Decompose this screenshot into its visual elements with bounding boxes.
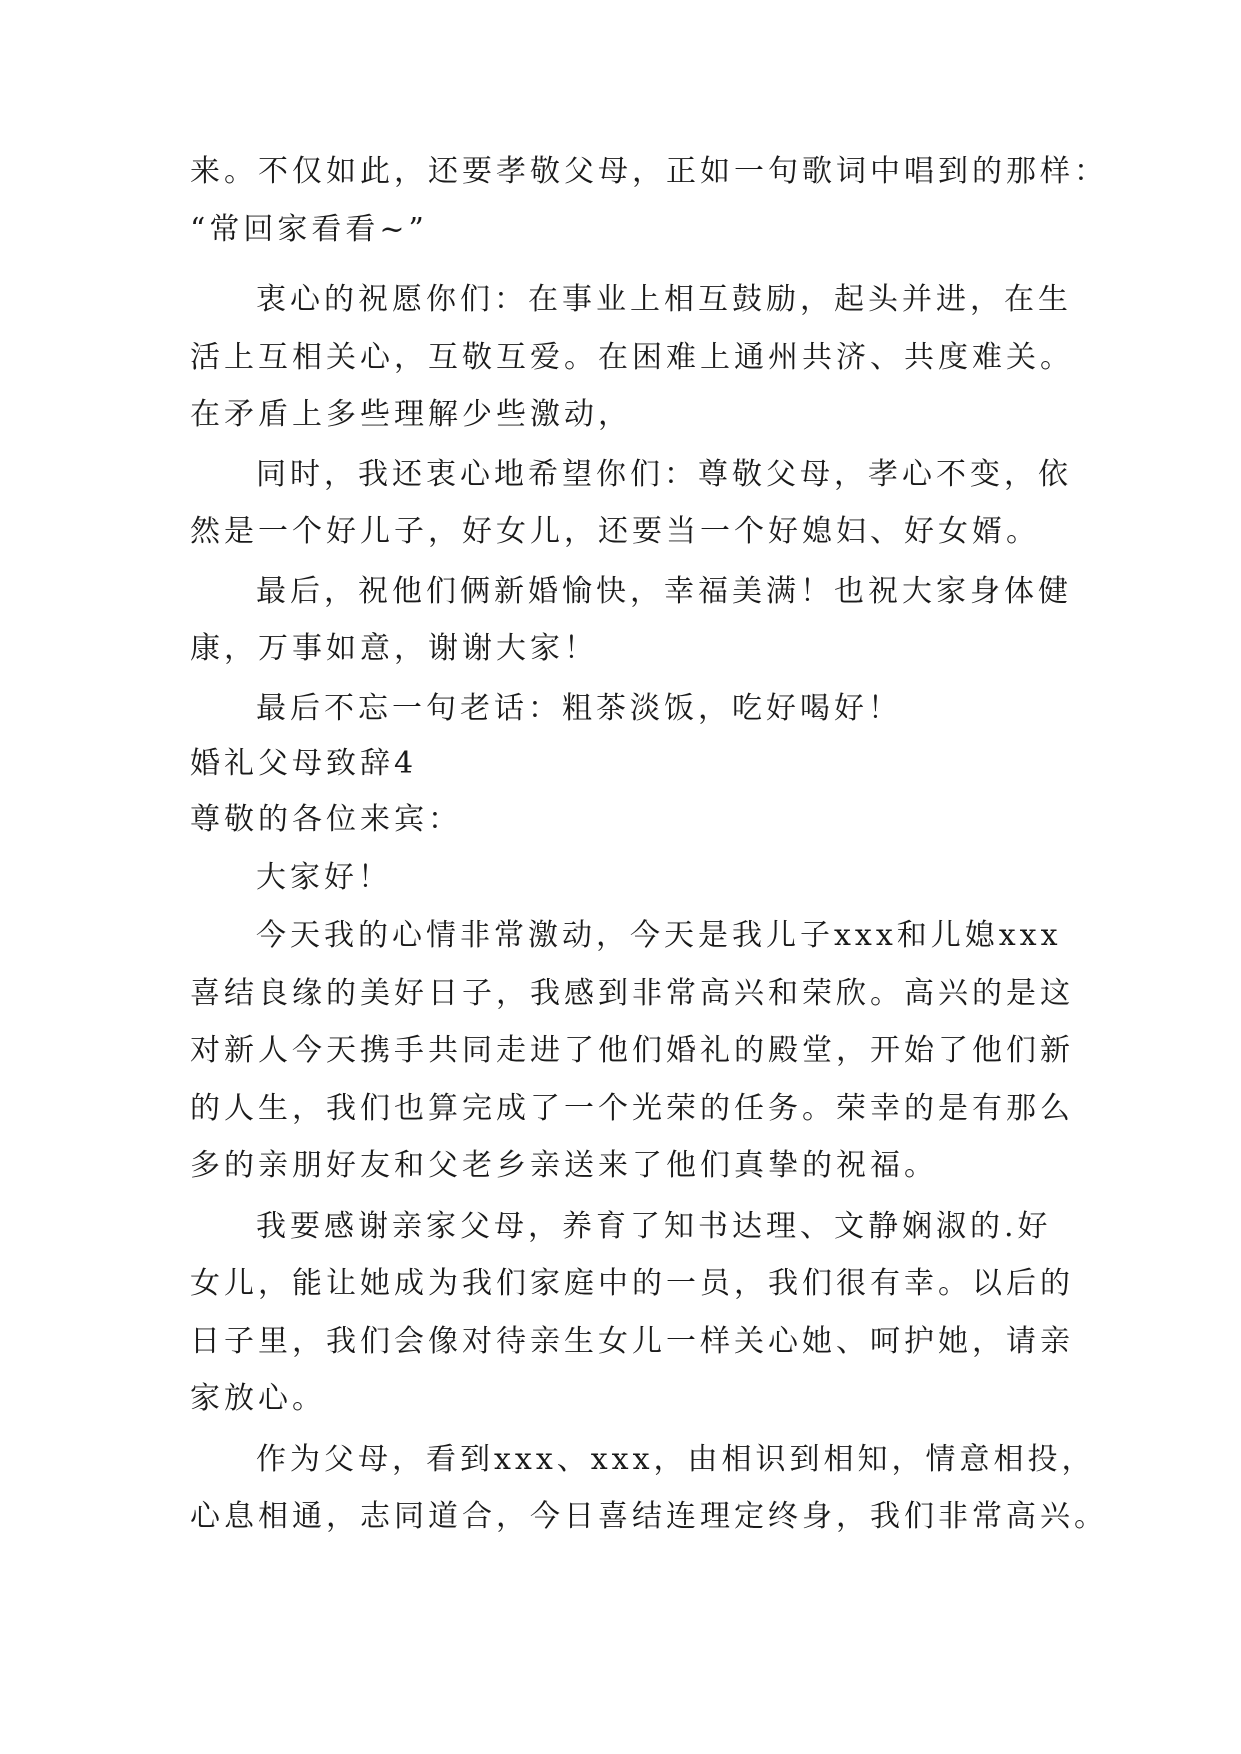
paragraph-start-line: 同时，我还衷心地希望你们：尊敬父母，孝心不变，依: [256, 457, 1072, 492]
greeting-line: 大家好！: [256, 860, 392, 895]
paragraph-start-line: 最后不忘一句老话：粗茶淡饭，吃好喝好！: [256, 691, 902, 726]
text-line: 多的亲朋好友和父老乡亲送来了他们真挚的祝福。: [190, 1148, 938, 1183]
text-line: “常回家看看~”: [190, 212, 428, 247]
paragraph-start-line: 作为父母，看到xxx、xxx，由相识到相知，情意相投，: [256, 1442, 1096, 1477]
text-line: 喜结良缘的美好日子，我感到非常高兴和荣欣。高兴的是这: [190, 976, 1074, 1011]
paragraph-start-line: 衷心的祝愿你们：在事业上相互鼓励，起头并进，在生: [256, 282, 1072, 317]
text-line: 来。不仅如此，还要孝敬父母，正如一句歌词中唱到的那样：: [190, 154, 1108, 189]
text-line: 然是一个好儿子，好女儿，还要当一个好媳妇、好女婿。: [190, 514, 1040, 549]
text-line: 康，万事如意，谢谢大家！: [190, 631, 598, 666]
text-line: 活上互相关心，互敬互爱。在困难上通州共济、共度难关。: [190, 340, 1074, 375]
text-line: 在矛盾上多些理解少些激动，: [190, 397, 632, 432]
salutation-line: 尊敬的各位来宾：: [190, 802, 462, 837]
paragraph-start-line: 今天我的心情非常激动，今天是我儿子xxx和儿媳xxx: [256, 918, 1062, 953]
text-line: 家放心。: [190, 1381, 326, 1416]
paragraph-start-line: 我要感谢亲家父母，养育了知书达理、文静娴淑的.好: [256, 1209, 1052, 1244]
text-line: 对新人今天携手共同走进了他们婚礼的殿堂，开始了他们新: [190, 1033, 1074, 1068]
text-line: 日子里，我们会像对待亲生女儿一样关心她、呵护她，请亲: [190, 1324, 1074, 1359]
text-line: 女儿，能让她成为我们家庭中的一员，我们很有幸。以后的: [190, 1266, 1074, 1301]
text-line: 心息相通，志同道合，今日喜结连理定终身，我们非常高兴。: [190, 1499, 1108, 1534]
text-line: 的人生，我们也算完成了一个光荣的任务。荣幸的是有那么: [190, 1091, 1074, 1126]
paragraph-start-line: 最后，祝他们俩新婚愉快，幸福美满！也祝大家身体健: [256, 574, 1072, 609]
section-heading: 婚礼父母致辞4: [190, 746, 418, 781]
